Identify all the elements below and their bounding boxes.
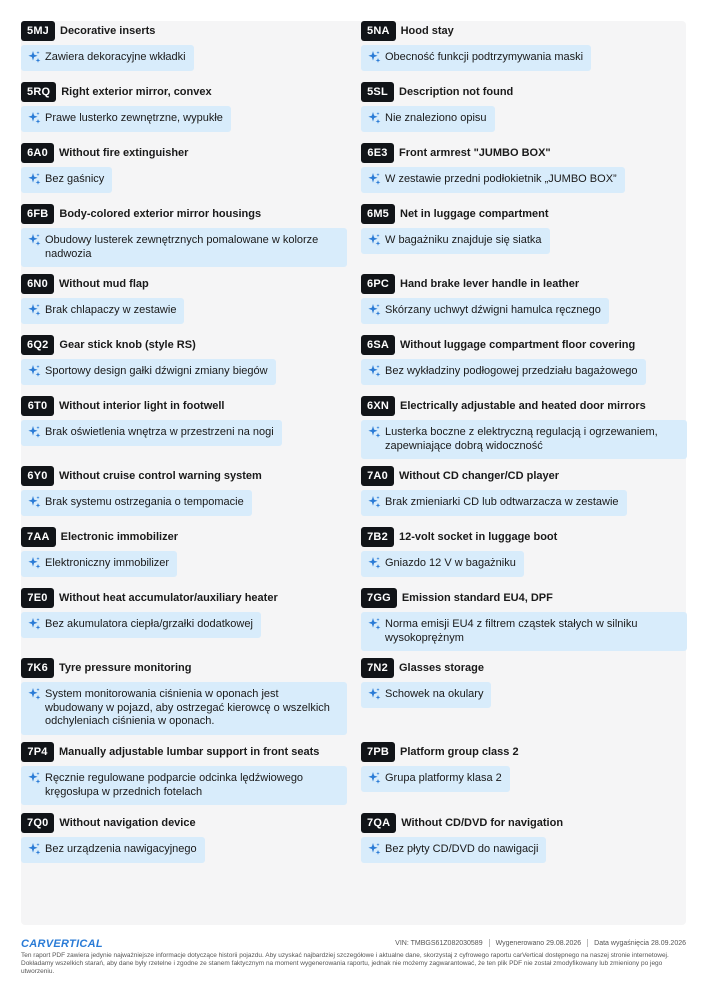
equipment-code: 5SL: [361, 82, 394, 102]
sparkle-icon: [27, 50, 41, 64]
equipment-code: 6XN: [361, 396, 395, 416]
equipment-title: Without interior light in footwell: [59, 400, 225, 412]
equipment-header: [361, 588, 687, 608]
translation-text: System monitorowania ciśnienia w oponach jest wbudowany w pojazd, aby ostrzegać kierowcę o wszelkich odchyleniach ciśnienia w oponach.: [45, 688, 330, 727]
translation-box: [361, 612, 687, 651]
equipment-title: Hand brake lever handle in leather: [400, 278, 580, 290]
sparkle-icon: [367, 111, 381, 125]
equipment-title: Glasses storage: [399, 662, 484, 674]
equipment-item: [21, 335, 347, 385]
equipment-code: 7B2: [361, 527, 394, 547]
translation-box: [361, 106, 495, 132]
equipment-item: [361, 396, 687, 459]
translation-box: [21, 551, 177, 577]
equipment-code: 6N0: [21, 274, 54, 294]
equipment-header: [21, 396, 347, 416]
equipment-header: [21, 204, 347, 224]
translation-text: Bez gaśnicy: [45, 173, 105, 185]
translation-text: Brak oświetlenia wnętrza w przestrzeni na nogi: [45, 426, 274, 438]
equipment-header: [361, 82, 687, 102]
translation-text: Gniazdo 12 V w bagażniku: [385, 557, 516, 569]
equipment-code: 7Q0: [21, 813, 54, 833]
equipment-item: [361, 813, 687, 863]
translation-box: [361, 837, 546, 863]
equipment-code: 7A0: [361, 466, 394, 486]
equipment-code: 6PC: [361, 274, 395, 294]
equipment-item: [21, 82, 347, 132]
translation-text: W zestawie przedni podłokietnik „JUMBO BOX”: [385, 173, 617, 185]
translation-box: [21, 228, 347, 267]
equipment-header: [361, 274, 687, 294]
sparkle-icon: [367, 687, 381, 701]
equipment-title: Without heat accumulator/auxiliary heater: [59, 592, 278, 604]
equipment-item: [21, 588, 347, 638]
translation-text: Obudowy lusterek zewnętrznych pomalowane w kolorze nadwozia: [45, 234, 319, 260]
translation-box: [21, 766, 347, 805]
brand-logo: CARVERTICAL: [21, 938, 103, 950]
translation-text: W bagażniku znajduje się siatka: [385, 234, 542, 246]
equipment-item: [361, 82, 687, 132]
equipment-title: Electrically adjustable and heated door mirrors: [400, 400, 646, 412]
translation-box: [361, 420, 687, 459]
translation-text: Grupa platformy klasa 2: [385, 772, 502, 784]
sparkle-icon: [27, 556, 41, 570]
sparkle-icon: [27, 617, 41, 631]
disclaimer-text: Ten raport PDF zawiera jedynie najważniejsze informacje dotyczące historii pojazdu. Aby uzyskać najbardziej szczegółowe i aktualne dane, skorzystaj z cyfrowego raportu carVertical dostępnego na naszej stronie internetowej. Dokładamy wszelkich starań, aby dane były rzetelne i zgodne ze stanem faktycznym na moment wygenerowania raportu, jednak nie możemy zagwarantować, że ten plik PDF nie został zmodyfikowany lub zmieniony po jego utworzeniu.: [21, 952, 669, 976]
divider: [587, 939, 588, 947]
equipment-title: Electronic immobilizer: [60, 531, 178, 543]
equipment-header: [361, 742, 687, 762]
equipment-item: [21, 396, 347, 446]
equipment-header: [361, 335, 687, 355]
equipment-item: [21, 466, 347, 516]
equipment-header: [361, 143, 687, 163]
equipment-code: 6Y0: [21, 466, 54, 486]
equipment-item: [361, 335, 687, 385]
equipment-item: [361, 274, 687, 324]
translation-box: [361, 490, 627, 516]
sparkle-icon: [367, 556, 381, 570]
sparkle-icon: [367, 364, 381, 378]
equipment-title: Platform group class 2: [400, 746, 519, 758]
sparkle-icon: [27, 233, 41, 247]
translation-text: Norma emisji EU4 z filtrem cząstek stałych w silniku wysokoprężnym: [385, 618, 638, 644]
translation-box: [21, 420, 282, 446]
translation-box: [361, 45, 591, 71]
equipment-code: 6T0: [21, 396, 54, 416]
equipment-header: [21, 82, 347, 102]
translation-box: [361, 298, 609, 324]
equipment-code: 7N2: [361, 658, 394, 678]
equipment-item: [361, 204, 687, 254]
divider: [489, 939, 490, 947]
equipment-item: [361, 588, 687, 651]
translation-text: Skórzany uchwyt dźwigni hamulca ręcznego: [385, 304, 601, 316]
translation-text: Bez akumulatora ciepła/grzałki dodatkowej: [45, 618, 253, 630]
equipment-header: [21, 143, 347, 163]
equipment-title: Right exterior mirror, convex: [61, 86, 212, 98]
equipment-item: [361, 527, 687, 577]
translation-box: [21, 298, 184, 324]
equipment-header: [21, 742, 347, 762]
equipment-code: 7E0: [21, 588, 54, 608]
equipment-code: 6E3: [361, 143, 394, 163]
translation-box: [21, 45, 194, 71]
translation-box: [361, 551, 524, 577]
equipment-header: [361, 658, 687, 678]
translation-text: Obecność funkcji podtrzymywania maski: [385, 51, 584, 63]
equipment-code: 6Q2: [21, 335, 54, 355]
equipment-code: 5RQ: [21, 82, 56, 102]
translation-text: Schowek na okulary: [385, 688, 484, 700]
equipment-item: [21, 527, 347, 577]
translation-text: Brak systemu ostrzegania o tempomacie: [45, 496, 244, 508]
equipment-item: [361, 143, 687, 193]
translation-box: [21, 612, 261, 638]
translation-text: Bez urządzenia nawigacyjnego: [45, 843, 197, 855]
sparkle-icon: [367, 50, 381, 64]
translation-text: Prawe lusterko zewnętrzne, wypukłe: [45, 112, 223, 124]
equipment-title: Decorative inserts: [60, 25, 156, 37]
generated-date: Wygenerowano 29.08.2026: [495, 939, 582, 947]
translation-box: [361, 359, 646, 385]
equipment-code: 6A0: [21, 143, 54, 163]
equipment-header: [21, 21, 347, 41]
translation-text: Nie znaleziono opisu: [385, 112, 487, 124]
sparkle-icon: [367, 495, 381, 509]
equipment-header: [21, 588, 347, 608]
equipment-code: 6M5: [361, 204, 395, 224]
translation-text: Brak zmieniarki CD lub odtwarzacza w zestawie: [385, 496, 619, 508]
sparkle-icon: [27, 842, 41, 856]
translation-text: Brak chlapaczy w zestawie: [45, 304, 177, 316]
translation-box: [361, 167, 625, 193]
equipment-title: Manually adjustable lumbar support in front seats: [59, 746, 320, 758]
sparkle-icon: [27, 172, 41, 186]
translation-box: [21, 490, 252, 516]
equipment-header: [361, 21, 687, 41]
equipment-header: [21, 813, 347, 833]
equipment-panel: [21, 21, 686, 925]
equipment-item: [361, 21, 687, 71]
equipment-item: [21, 658, 347, 735]
equipment-item: [361, 742, 687, 792]
equipment-title: Without navigation device: [59, 817, 196, 829]
sparkle-icon: [367, 172, 381, 186]
equipment-item: [21, 742, 347, 805]
translation-box: [361, 228, 550, 254]
equipment-code: 7AA: [21, 527, 56, 547]
equipment-code: 7P4: [21, 742, 54, 762]
equipment-code: 5MJ: [21, 21, 55, 41]
equipment-title: Without fire extinguisher: [59, 147, 189, 159]
equipment-item: [21, 21, 347, 71]
sparkle-icon: [27, 687, 41, 701]
sparkle-icon: [27, 111, 41, 125]
translation-box: [21, 359, 276, 385]
equipment-title: Without cruise control warning system: [59, 470, 262, 482]
equipment-title: Hood stay: [400, 25, 454, 37]
equipment-title: Without luggage compartment floor covering: [400, 339, 636, 351]
translation-box: [361, 766, 510, 792]
translation-text: Bez wykładziny podłogowej przedziału bagażowego: [385, 365, 638, 377]
sparkle-icon: [27, 303, 41, 317]
equipment-item: [21, 143, 347, 193]
sparkle-icon: [27, 425, 41, 439]
equipment-code: 7GG: [361, 588, 397, 608]
translation-text: Ręcznie regulowane podparcie odcinka lędźwiowego kręgosłupa w przednich fotelach: [45, 772, 304, 798]
equipment-header: [361, 813, 687, 833]
equipment-code: 7PB: [361, 742, 395, 762]
translation-text: Elektroniczny immobilizer: [45, 557, 170, 569]
sparkle-icon: [367, 303, 381, 317]
equipment-header: [361, 466, 687, 486]
translation-box: [21, 167, 112, 193]
equipment-title: 12-volt socket in luggage boot: [399, 531, 558, 543]
sparkle-icon: [367, 842, 381, 856]
sparkle-icon: [367, 233, 381, 247]
equipment-code: 7QA: [361, 813, 396, 833]
equipment-title: Net in luggage compartment: [400, 208, 549, 220]
sparkle-icon: [27, 364, 41, 378]
translation-box: [21, 837, 205, 863]
equipment-title: Description not found: [399, 86, 514, 98]
equipment-title: Without CD/DVD for navigation: [401, 817, 564, 829]
equipment-item: [21, 813, 347, 863]
equipment-header: [21, 527, 347, 547]
translation-box: [21, 682, 347, 735]
sparkle-icon: [367, 617, 381, 631]
translation-text: Zawiera dekoracyjne wkładki: [45, 51, 186, 63]
equipment-title: Without mud flap: [59, 278, 149, 290]
sparkle-icon: [27, 771, 41, 785]
equipment-header: [361, 396, 687, 416]
equipment-code: 7K6: [21, 658, 54, 678]
equipment-header: [21, 274, 347, 294]
equipment-title: Emission standard EU4, DPF: [401, 592, 553, 604]
sparkle-icon: [27, 495, 41, 509]
vin-text: VIN: TMBGS61Z082030589: [395, 939, 483, 947]
translation-box: [21, 106, 231, 132]
equipment-header: [21, 658, 347, 678]
equipment-item: [21, 204, 347, 267]
equipment-title: Front armrest "JUMBO BOX": [399, 147, 551, 159]
equipment-header: [361, 527, 687, 547]
equipment-header: [21, 466, 347, 486]
equipment-item: [361, 466, 687, 516]
equipment-code: 6SA: [361, 335, 395, 355]
equipment-header: [21, 335, 347, 355]
equipment-title: Without CD changer/CD player: [399, 470, 560, 482]
sparkle-icon: [367, 425, 381, 439]
sparkle-icon: [367, 771, 381, 785]
equipment-title: Gear stick knob (style RS): [59, 339, 196, 351]
equipment-title: Body-colored exterior mirror housings: [59, 208, 262, 220]
equipment-header: [361, 204, 687, 224]
equipment-code: 5NA: [361, 21, 396, 41]
equipment-item: [361, 658, 687, 708]
equipment-item: [21, 274, 347, 324]
equipment-title: Tyre pressure monitoring: [59, 662, 192, 674]
translation-text: Sportowy design gałki dźwigni zmiany biegów: [45, 365, 268, 377]
translation-text: Bez płyty CD/DVD do nawigacji: [385, 843, 539, 855]
report-meta: [395, 939, 686, 947]
equipment-code: 6FB: [21, 204, 54, 224]
translation-text: Lusterka boczne z elektryczną regulacją i ogrzewaniem, zapewniające dobrą widoczność: [385, 426, 658, 452]
expiry-date: Data wygaśnięcia 28.09.2026: [594, 939, 686, 947]
translation-box: [361, 682, 491, 708]
